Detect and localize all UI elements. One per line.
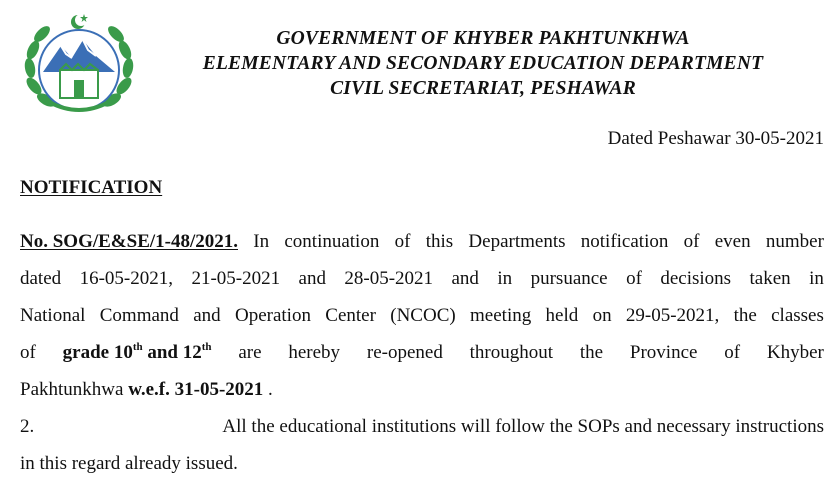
word: of	[626, 268, 642, 289]
para2-text-2: in this regard already issued.	[20, 453, 238, 474]
para1-line-3	[20, 297, 824, 334]
notification-title: NOTIFICATION	[20, 177, 163, 198]
grade-highlight	[63, 334, 212, 371]
word: dated	[20, 268, 62, 289]
word: the	[579, 342, 604, 363]
word: and	[147, 342, 178, 363]
word: Departments	[468, 231, 566, 252]
dated-line: Dated Peshawar 30-05-2021	[607, 128, 824, 149]
word: are	[238, 342, 262, 363]
word: in	[809, 268, 824, 289]
word: 21-05-2021	[191, 268, 281, 289]
paragraph-number: 2.	[20, 416, 35, 437]
word: Center	[325, 305, 376, 326]
word: throughout	[469, 342, 554, 363]
word: decisions	[660, 268, 732, 289]
letterhead	[150, 26, 816, 101]
word: the	[733, 305, 757, 326]
word: 10	[113, 342, 133, 363]
word: (NCOC)	[390, 305, 456, 326]
para2-line-1	[20, 408, 824, 445]
superscript: th	[132, 341, 143, 353]
word: hereby	[288, 342, 341, 363]
word: 29-05-2021,	[625, 305, 720, 326]
word: Operation	[234, 305, 311, 326]
word: Command	[99, 305, 179, 326]
word: 16-05-2021,	[79, 268, 173, 289]
word: held	[545, 305, 579, 326]
word: grade	[62, 342, 110, 363]
word: Khyber	[766, 342, 824, 363]
word: Province	[629, 342, 698, 363]
word: and	[298, 268, 326, 289]
para2-text-1: All the educational institutions will follow the SOPs and necessary instructions	[222, 416, 824, 437]
word: even	[714, 231, 751, 252]
word: notification	[580, 231, 669, 252]
header-line-secretariat: CIVIL SECRETARIAT, PESHAWAR	[330, 78, 636, 99]
para1-line-5	[20, 371, 824, 408]
word: on	[592, 305, 612, 326]
word: classes	[771, 305, 824, 326]
superscript: th	[201, 341, 212, 353]
word: taken	[749, 268, 791, 289]
khyber-pakhtunkhwa-seal-icon	[16, 10, 142, 122]
word: of	[20, 342, 36, 363]
effective-date: w.e.f. 31-05-2021	[128, 379, 264, 400]
word: continuation	[284, 231, 380, 252]
word: meeting	[470, 305, 532, 326]
word: pursuance	[530, 268, 608, 289]
word: .	[268, 379, 273, 400]
word: of	[394, 231, 411, 252]
word: Pakhtunkhwa	[20, 379, 124, 400]
word: and	[451, 268, 479, 289]
header-line-department: ELEMENTARY AND SECONDARY EDUCATION DEPARTMENT	[202, 53, 764, 74]
para1-line-4	[20, 334, 824, 371]
word: National	[20, 305, 86, 326]
word: 28-05-2021	[344, 268, 434, 289]
para2-line-2	[20, 445, 824, 482]
word: of	[683, 231, 700, 252]
word: of	[724, 342, 741, 363]
notification-body	[20, 223, 824, 482]
para1-line-2	[20, 260, 824, 297]
word: and	[193, 305, 221, 326]
para1-line-1	[20, 223, 824, 260]
word: this	[425, 231, 454, 252]
word: In	[253, 231, 270, 252]
word: in	[497, 268, 513, 289]
word: number	[765, 231, 824, 252]
header-line-government: GOVERNMENT OF KHYBER PAKHTUNKHWA	[276, 28, 690, 49]
notification-number: No. SOG/E&SE/1-48/2021.	[20, 231, 238, 252]
word: re-opened	[366, 342, 443, 363]
word: 12	[182, 342, 202, 363]
